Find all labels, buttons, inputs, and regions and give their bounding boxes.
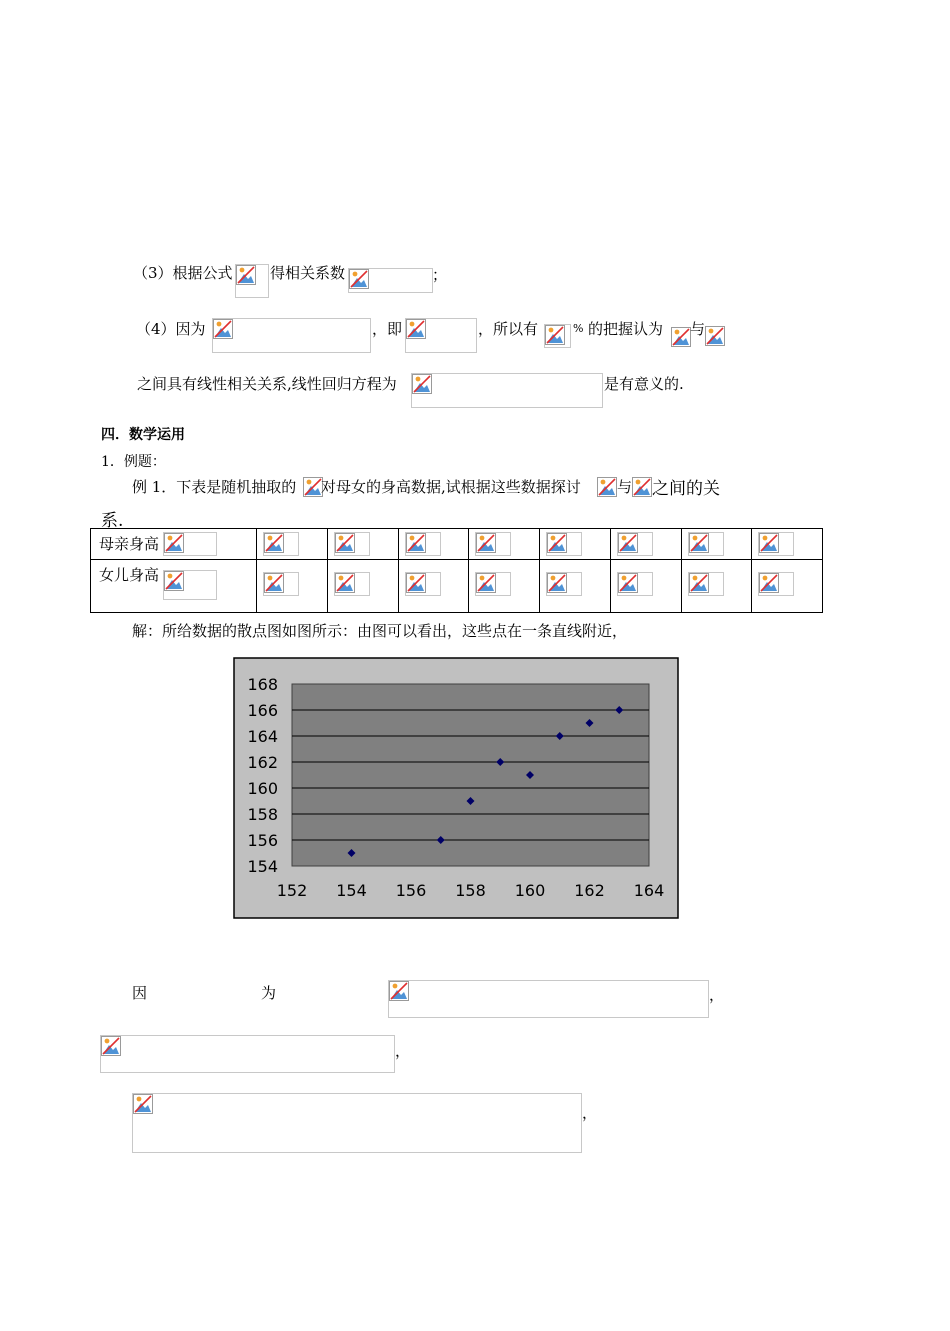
value-image-frame (405, 532, 441, 556)
broken-image-icon (389, 981, 409, 1001)
y-tick-label: 160 (247, 779, 278, 798)
y-tick-label: 154 (247, 857, 278, 876)
bottom-comma2: ， (395, 1042, 411, 1060)
x-tick-label: 158 (455, 881, 486, 900)
table-cell (398, 529, 469, 560)
bottom-comma1: ， (709, 986, 725, 1004)
table-row (91, 529, 823, 560)
broken-image-icon (164, 571, 184, 591)
ji-image-frame (405, 318, 477, 353)
broken-image-icon (133, 1094, 153, 1114)
value-image-frame (334, 532, 370, 556)
condition-image-frame (212, 318, 371, 353)
step4-percent: % (573, 322, 584, 335)
broken-image-icon (236, 265, 256, 285)
value-image-frame (263, 572, 299, 596)
broken-image-icon (406, 319, 426, 339)
table-cell (327, 529, 398, 560)
step3-end: ； (432, 266, 448, 284)
result-image-frame (132, 1093, 582, 1153)
broken-image-icon (303, 477, 323, 497)
value-image-frame (405, 572, 441, 596)
section-sub: 1．例题： (101, 454, 166, 470)
example1-part-b: 对母女的身高数据,试根据这些数据探讨 (321, 478, 581, 496)
solution-text: 解：所给数据的散点图如图所示：由图可以看出，这些点在一条直线附近， (132, 622, 628, 640)
broken-image-icon (264, 533, 284, 553)
y-tick-label: 164 (247, 727, 278, 746)
broken-image-icon (689, 533, 709, 553)
broken-image-icon (618, 533, 638, 553)
broken-image-icon (349, 269, 369, 289)
table-cell (398, 560, 469, 613)
y-tick-label: 162 (247, 753, 278, 772)
y-tick-label: 168 (247, 675, 278, 694)
percent-image-frame (544, 324, 571, 348)
y-tick-label: 156 (247, 831, 278, 850)
example1-part-c: 与 (617, 478, 633, 496)
step4-yu: 与 (690, 320, 706, 338)
broken-image-icon (671, 327, 691, 347)
table-cell (681, 560, 752, 613)
table-cell (257, 560, 328, 613)
row-label-mother: 母亲身高 (99, 535, 160, 553)
value-image-frame (688, 532, 724, 556)
correlation-value-frame (348, 268, 433, 293)
table-cell (327, 560, 398, 613)
y-tick-label: 166 (247, 701, 278, 720)
x-tick-label: 162 (574, 881, 605, 900)
table-cell (540, 560, 611, 613)
step4-prefix: （4）因为 (136, 320, 206, 338)
table-cell (540, 529, 611, 560)
x-tick-label: 152 (276, 881, 308, 900)
table-cell (469, 529, 540, 560)
regression-equation-frame (411, 373, 603, 408)
scatter-chart (233, 657, 679, 919)
broken-image-icon (412, 374, 432, 394)
broken-image-icon (476, 573, 496, 593)
plot-area (292, 684, 649, 866)
broken-image-icon (545, 325, 565, 345)
table-cell (752, 529, 823, 560)
table-cell (681, 529, 752, 560)
bottom-yin: 因 (132, 984, 148, 1002)
broken-image-icon (213, 319, 233, 339)
step5-prefix: 之间具有线性相关关系,线性回归方程为 (137, 375, 397, 393)
broken-image-icon (406, 573, 426, 593)
result-image-frame (388, 980, 709, 1018)
step3-prefix: （3）根据公式 (133, 264, 233, 282)
value-image-frame (617, 532, 653, 556)
table-cell (257, 529, 328, 560)
broken-image-icon (335, 573, 355, 593)
broken-image-icon (705, 326, 725, 346)
broken-image-icon (101, 1036, 121, 1056)
broken-image-icon (476, 533, 496, 553)
bottom-comma3: ， (582, 1104, 598, 1122)
table-row (91, 560, 823, 613)
broken-image-icon (547, 573, 567, 593)
step4-suoyi: ，所以有 (478, 320, 539, 338)
table-cell (752, 560, 823, 613)
table-cell (610, 529, 681, 560)
value-image-frame (263, 532, 299, 556)
value-image-frame (758, 532, 794, 556)
broken-image-icon (632, 477, 652, 497)
y-tick-label: 158 (247, 805, 278, 824)
step3-mid: 得相关系数 (270, 264, 346, 282)
row-label-daughter: 女儿身高 (99, 566, 160, 584)
broken-image-icon (618, 573, 638, 593)
value-image-frame (475, 572, 511, 596)
formula-image-frame (235, 264, 269, 298)
value-image-frame (334, 572, 370, 596)
example1-part-e: 系. (101, 511, 124, 531)
formula-image-frame (163, 570, 217, 600)
formula-image-frame (163, 532, 217, 556)
broken-image-icon (759, 573, 779, 593)
broken-image-icon (759, 533, 779, 553)
broken-image-icon (689, 573, 709, 593)
example1-part-d: 之间的关 (652, 479, 720, 499)
height-table (90, 528, 823, 613)
table-cell (469, 560, 540, 613)
table-cell (91, 560, 257, 613)
bottom-wei: 为 (261, 984, 277, 1002)
broken-image-icon (335, 533, 355, 553)
table-cell (610, 560, 681, 613)
value-image-frame (546, 572, 582, 596)
value-image-frame (546, 532, 582, 556)
x-tick-label: 164 (633, 881, 665, 900)
broken-image-icon (406, 533, 426, 553)
broken-image-icon (164, 533, 184, 553)
x-tick-label: 156 (395, 881, 427, 900)
x-tick-label: 160 (514, 881, 546, 900)
x-tick-label: 154 (336, 881, 367, 900)
broken-image-icon (547, 533, 567, 553)
value-image-frame (758, 572, 794, 596)
table-cell (91, 529, 257, 560)
value-image-frame (688, 572, 724, 596)
section-title: 四．数学运用 (101, 427, 185, 443)
step4-ji: ，即 (372, 320, 403, 338)
value-image-frame (617, 572, 653, 596)
broken-image-icon (264, 573, 284, 593)
step4-ba: 的把握认为 (588, 320, 664, 338)
value-image-frame (475, 532, 511, 556)
example1-part-a: 例 1．下表是随机抽取的 (132, 478, 297, 496)
step5-end: 是有意义的. (604, 375, 684, 393)
result-image-frame (100, 1035, 395, 1073)
broken-image-icon (597, 477, 617, 497)
